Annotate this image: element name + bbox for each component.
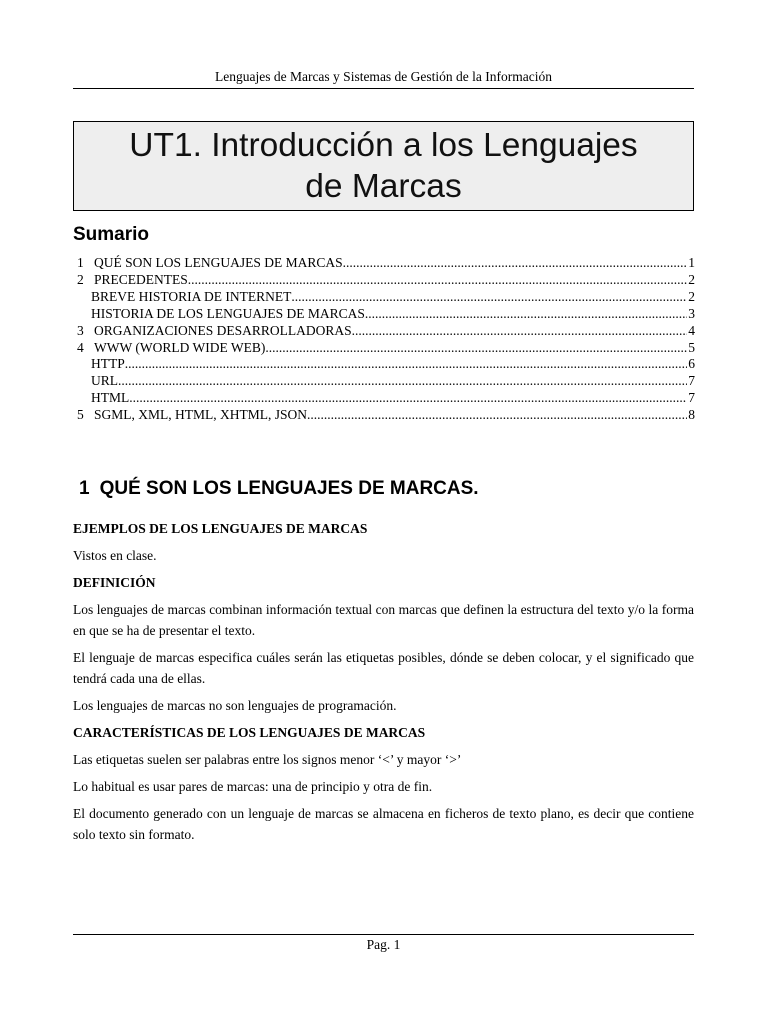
caracteristicas-paragraph-2: Lo habitual es usar pares de marcas: una de principio y otra de fin. [73,779,433,794]
toc-entry-page: 7 [688,390,695,406]
caracteristicas-paragraph-3: El documento generado con un lenguaje de marcas se almacena en ficheros de texto plano, es decir que contiene solo texto sin formato. [73,806,694,842]
definicion-paragraph-3: Los lenguajes de marcas no son lenguajes de programación. [73,698,397,713]
page-footer: Pag. 1 [73,934,694,953]
section-heading [79,478,479,500]
toc-entry[interactable] [73,407,695,424]
title-line-1: UT1. Introducción a los Lenguajes [129,127,638,164]
toc-entry[interactable] [73,289,695,306]
toc-entry-label: WWW (WORLD WIDE WEB) [94,339,266,355]
toc-entry-page: 8 [688,407,695,423]
ejemplos-heading: EJEMPLOS DE LOS LENGUAJES DE MARCAS [73,521,368,536]
toc-entry[interactable] [73,356,695,373]
toc-leader-dots [118,373,687,390]
toc-leader-dots [125,356,688,373]
toc-leader-dots [129,390,687,407]
toc-entry-number: 1 [77,255,84,270]
toc-leader-dots [307,407,687,424]
sumario-heading: Sumario [73,224,150,245]
toc-entry[interactable] [73,306,695,323]
toc-entry[interactable] [73,272,695,289]
definicion-paragraph-2: El lenguaje de marcas especifica cuáles serán las etiquetas posibles, dónde se deben colocar, y el significado que tendrá cada una de ellas. [73,650,694,686]
toc-entry-label: HISTORIA DE LOS LENGUAJES DE MARCAS [91,305,365,321]
toc-leader-dots [365,306,687,323]
toc-entry-label: BREVE HISTORIA DE INTERNET [91,288,292,304]
toc-entry-label: ORGANIZACIONES DESARROLLADORAS [94,322,352,338]
toc-entry-page: 5 [688,339,695,355]
page-header: Lenguajes de Marcas y Sistemas de Gestión de la Información [73,69,694,89]
toc-entry-page: 4 [688,322,695,338]
toc-entry-label: HTML [91,390,130,406]
toc-entry-page: 2 [688,271,695,287]
section-content [73,518,694,851]
toc-entry-label: HTTP [91,356,125,372]
document-title [73,121,694,211]
toc-leader-dots [352,323,688,340]
toc-entry-label: PRECEDENTES [94,271,188,287]
ejemplos-text: Vistos en clase. [73,548,157,563]
toc-entry-number: 5 [77,407,84,423]
section-number: 1 [79,478,90,499]
toc-entry-number: 3 [77,322,84,338]
toc-entry[interactable] [73,323,695,340]
toc-leader-dots [265,340,687,357]
toc-leader-dots [188,272,687,289]
toc-entry[interactable] [73,373,695,390]
toc-leader-dots [291,289,687,306]
toc-entry-label: SGML, XML, HTML, XHTML, JSON [94,407,308,423]
toc-entry-page: 6 [688,356,695,372]
toc-entry-page: 1 [688,255,695,270]
toc-entry-number: 2 [77,271,84,287]
definicion-heading: DEFINICIÓN [73,575,156,590]
toc-entry-number: 4 [77,339,84,355]
title-line-2: de Marcas [305,168,462,205]
toc-entry[interactable] [73,340,695,357]
toc-entry-page: 7 [688,373,695,389]
section-title: QUÉ SON LOS LENGUAJES DE MARCAS. [99,478,479,499]
toc-entry-page: 2 [688,288,695,304]
toc-leader-dots [343,255,688,272]
caracteristicas-heading: CARACTERÍSTICAS DE LOS LENGUAJES DE MARCAS [73,725,426,740]
definicion-paragraph-1: Los lenguajes de marcas combinan información textual con marcas que definen la estructura del texto y/o la forma en que se ha de presentar el texto. [73,602,694,638]
toc-entry-page: 3 [688,305,695,321]
toc-entry[interactable] [73,255,695,272]
toc-entry-label: QUÉ SON LOS LENGUAJES DE MARCAS [94,255,343,270]
table-of-contents [73,255,695,424]
toc-entry-label: URL [91,373,118,389]
caracteristicas-paragraph-1: Las etiquetas suelen ser palabras entre los signos menor ‘<’ y mayor ‘>’ [73,752,462,767]
toc-entry[interactable] [73,390,695,407]
